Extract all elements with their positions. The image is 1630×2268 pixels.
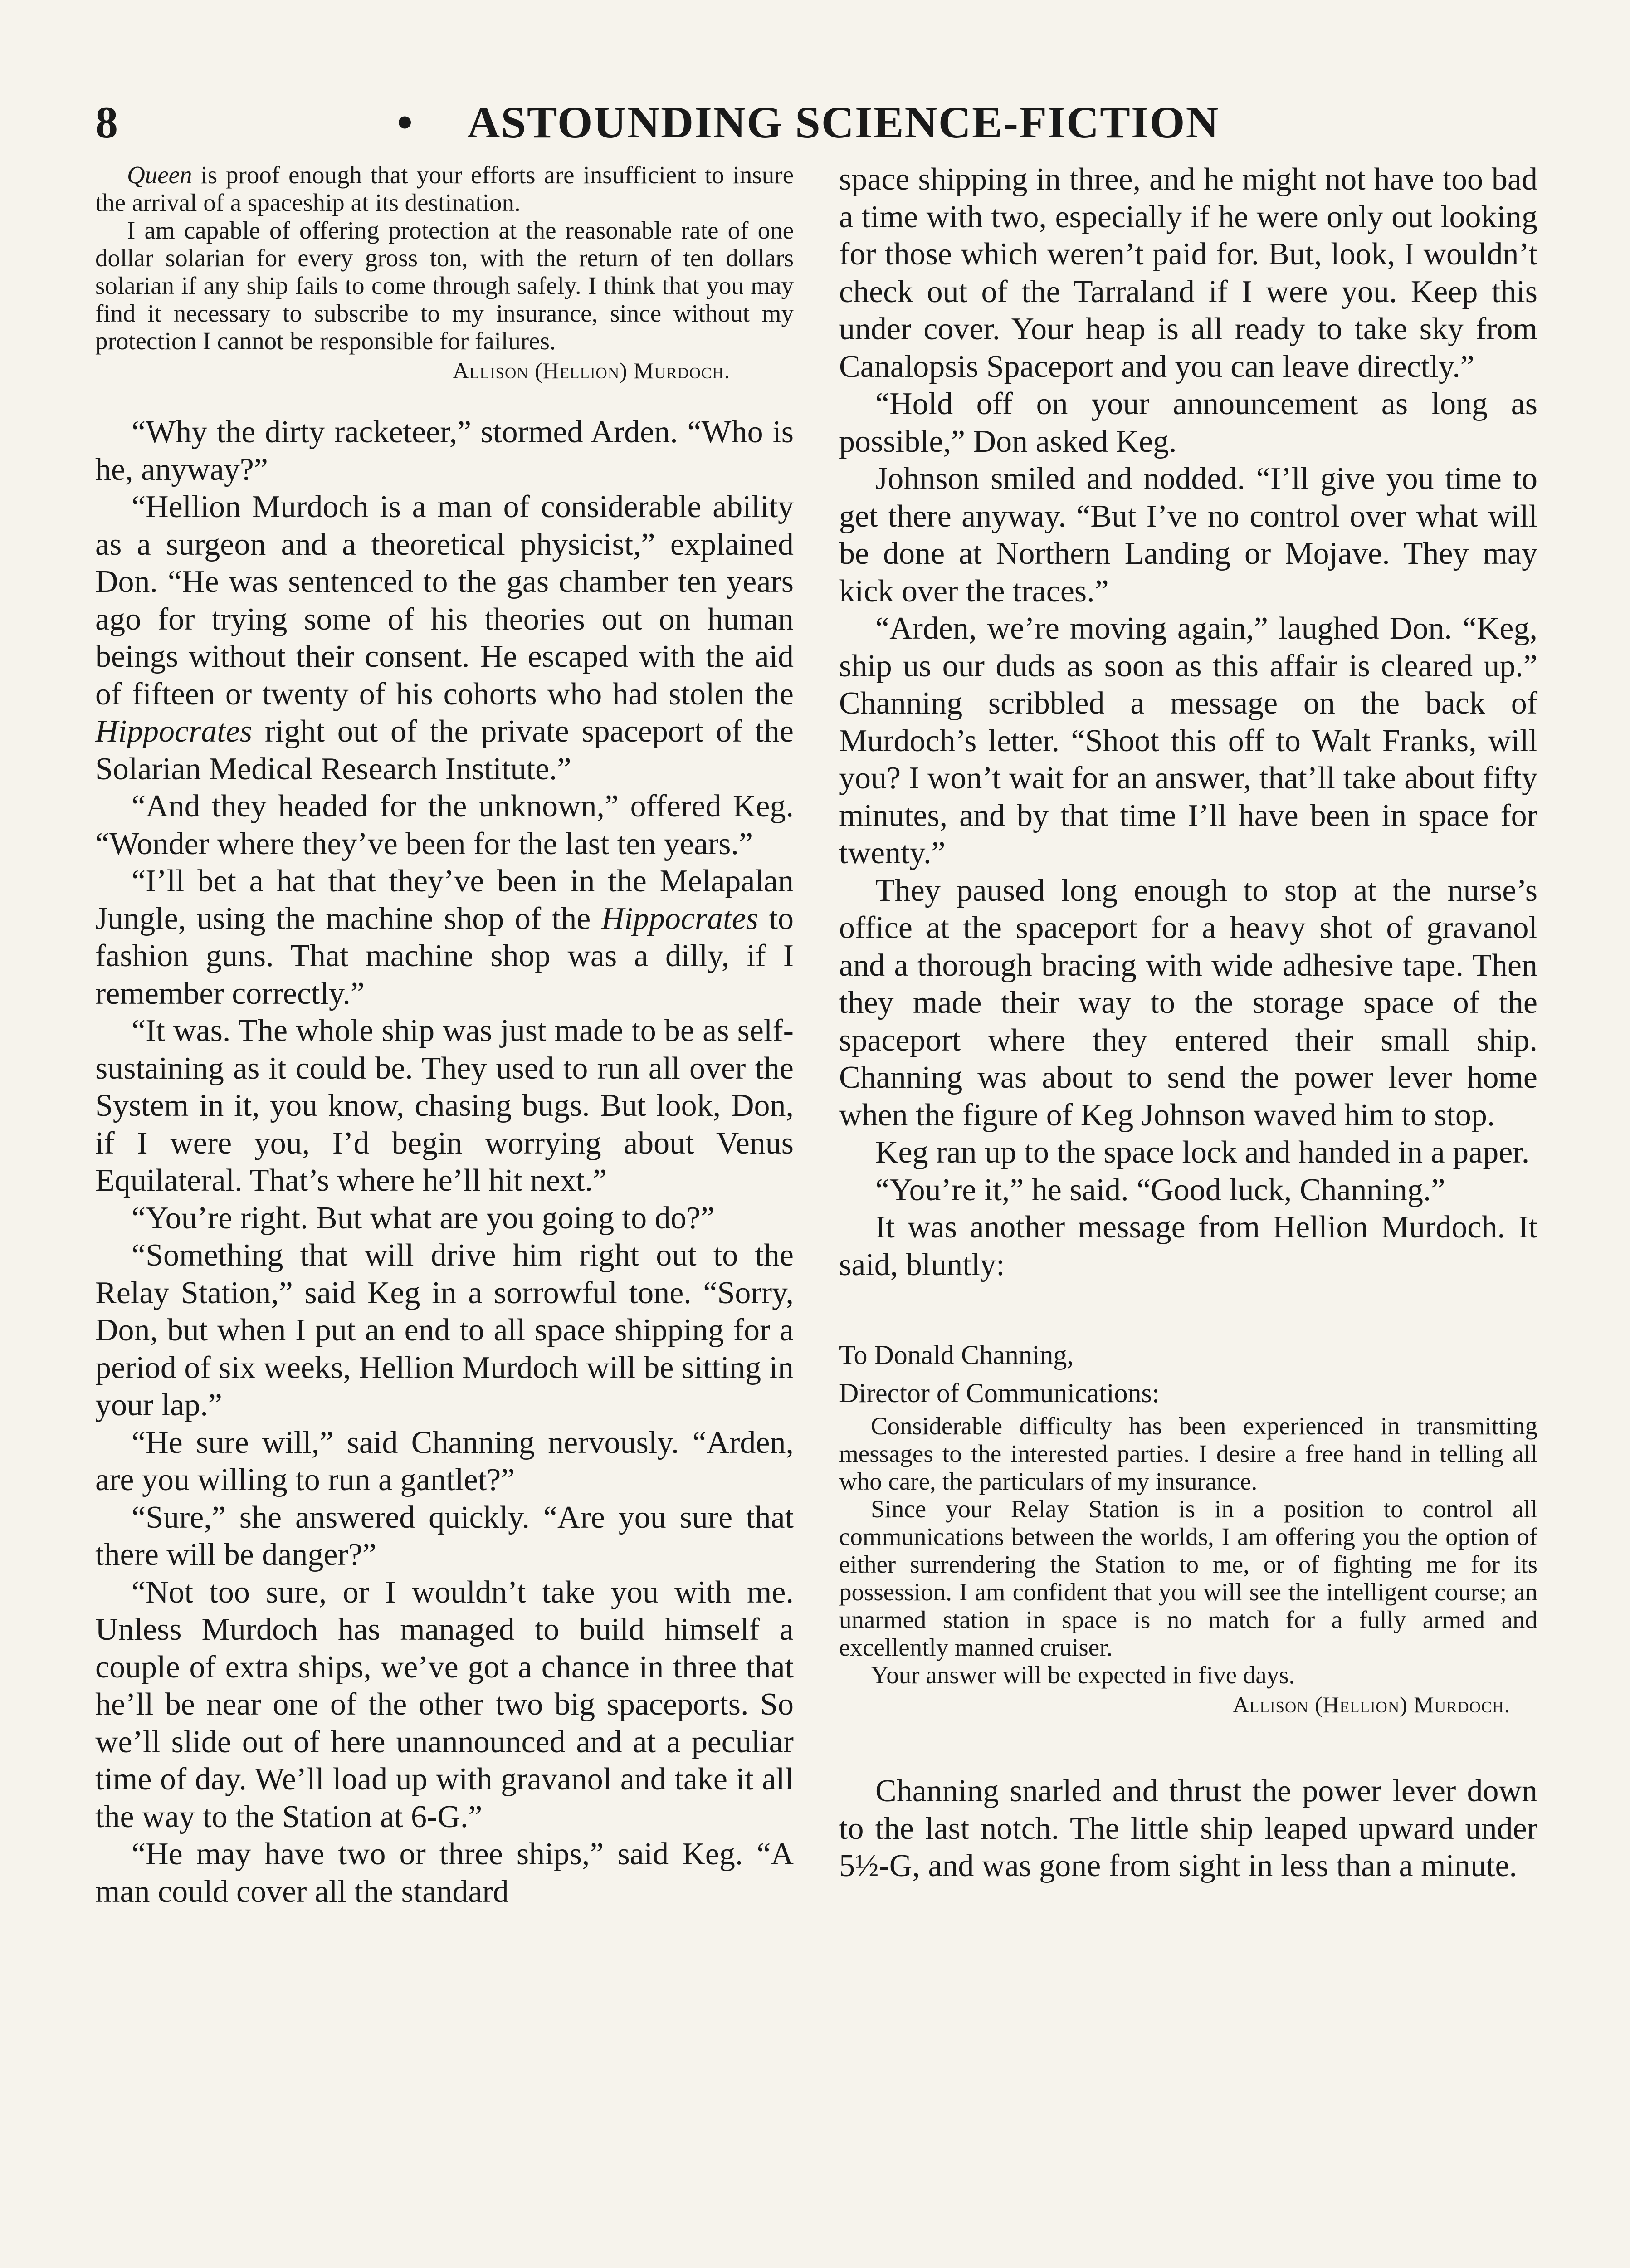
- story-text: to fashion guns. That machine shop was a dilly, if I remember correctly.”: [95, 901, 794, 1011]
- right-column: [839, 161, 1537, 1885]
- story-paragraph: “Hold off on your announcement as long as possible,” Don asked Keg.: [839, 386, 1537, 459]
- letter-paragraph: [95, 161, 794, 216]
- story-paragraph: Johnson smiled and nodded. “I’ll give you time to get there anyway. “But I’ve no control over what will be done at Northern Landing or Mojave. They may kick over the traces.”: [839, 461, 1537, 609]
- letter-addressee-title: Director of Communications:: [839, 1378, 1160, 1408]
- story-text: “Hellion Murdoch is a man of considerable ability as a surgeon and a theoretical physicist,” explained Don. “He was sentenced to the gas chamber ten years ago for trying some of his theories out on human beings without their consent. He escaped with the aid of fifteen or twenty of his cohorts who had stolen the: [95, 489, 794, 712]
- story-paragraph: [95, 863, 794, 1012]
- letter-paragraph: Considerable difficulty has been experienced in transmitting messages to the interested parties. I desire a free hand in telling all who care, the particulars of my insurance.: [839, 1412, 1537, 1495]
- story-paragraph: “Something that will drive him right out to the Relay Station,” said Keg in a sorrowful tone. “Sorry, Don, but when I put an end to all space shipping for a period of six weeks, Hellion Murdoch will be sitting in your lap.”: [95, 1238, 794, 1422]
- header-dot: •: [397, 97, 413, 147]
- story-paragraph: Keg ran up to the space lock and handed in a paper.: [875, 1135, 1530, 1170]
- italic-ship-name: Queen: [127, 161, 192, 189]
- letter-signature: Allison (Hellion) Murdoch.: [452, 358, 730, 383]
- left-column: [95, 161, 794, 1911]
- page-number: 8: [95, 97, 118, 147]
- letter-paragraph: Your answer will be expected in five days.: [871, 1661, 1295, 1689]
- letter-addressee: To Donald Channing,: [839, 1340, 1074, 1370]
- page-header: [95, 91, 1537, 154]
- story-paragraph: “You’re it,” he said. “Good luck, Channing.”: [875, 1172, 1445, 1207]
- letter-paragraph: I am capable of offering protection at the reasonable rate of one dollar solarian for every gross ton, with the return of ten dollars solarian if any ship fails to come through safely. I think that you may find it necessary to subscribe to my insurance, since without my protection I cannot be responsible for failures.: [95, 216, 794, 355]
- story-paragraph: They paused long enough to stop at the nurse’s office at the spaceport for a heavy shot of gravanol and a thorough bracing with wide adhesive tape. Then they made their way to the storage space of the spaceport where they entered their small ship. Channing was about to send the power lever home when the figure of Keg Johnson waved him to stop.: [839, 873, 1537, 1133]
- story-paragraph: “It was. The whole ship was just made to be as self-sustaining as it could be. They used to run all over the System in it, you know, chasing bugs. But look, Don, if I were you, I’d begin worrying about Venus Equilateral. That’s where he’ll hit next.”: [95, 1013, 794, 1198]
- story-paragraph: space shipping in three, and he might not have too bad a time with two, especially if he were only out looking for those which weren’t paid for. But, look, I wouldn’t check out of the Tarraland if I were you. Keep this under cover. Your heap is all ready to take sky from Canalopsis Spaceport and you can leave directly.”: [839, 162, 1537, 384]
- story-paragraph: “Arden, we’re moving again,” laughed Don. “Keg, ship us our duds as soon as this affair is cleared up.” Channing scribbled a message on the back of Murdoch’s letter. “Shoot this off to Walt Franks, will you? I won’t wait for an answer, that’ll take about fifty minutes, and by that time I’ll have been in space for twenty.”: [839, 611, 1537, 870]
- story-paragraph: “Not too sure, or I wouldn’t take you with me. Unless Murdoch has managed to build himself a couple of extra ships, we’ve got a chance in three that he’ll be near one of the other two big spaceports. So we’ll slide out of here unannounced and at a peculiar time of day. We’ll load up with gravanol and take it all the way to the Station at 6-G.”: [95, 1574, 794, 1834]
- story-paragraph: [95, 489, 794, 788]
- italic-ship-name: Hippocrates: [601, 901, 758, 936]
- story-paragraph: “You’re right. But what are you going to do?”: [132, 1200, 715, 1236]
- story-paragraph: “Why the dirty racketeer,” stormed Arden. “Who is he, anyway?”: [95, 415, 794, 487]
- story-text: right out of the private spaceport of the Solarian Medical Research Institute.”: [95, 714, 794, 787]
- story-text: “I’ll bet a hat that they’ve been in the Melapalan Jungle, using the machine shop of the: [95, 864, 794, 936]
- story-paragraph: It was another message from Hellion Murdoch. It said, bluntly:: [839, 1210, 1537, 1282]
- running-title: ASTOUNDING SCIENCE-FICTION: [467, 97, 1220, 147]
- story-paragraph: Channing snarled and thrust the power lever down to the last notch. The little ship leaped upward under 5½-G, and was gone from sight in less than a minute.: [839, 1774, 1537, 1883]
- letter-signature: Allison (Hellion) Murdoch.: [1232, 1692, 1510, 1717]
- letter-text: is proof enough that your efforts are insufficient to insure the arrival of a spaceship at its destination.: [95, 161, 794, 216]
- story-paragraph: “He may have two or three ships,” said Keg. “A man could cover all the standard: [95, 1837, 794, 1909]
- story-paragraph: “Sure,” she answered quickly. “Are you sure that there will be danger?”: [95, 1500, 794, 1572]
- italic-ship-name: Hippocrates: [95, 714, 253, 749]
- letter-paragraph: Since your Relay Station is in a position to control all communications between the worlds, I am offering you the option of either surrendering the Station to me, or of fighting me for its possession. I am confident that you will see the intelligent course; an unarmed station in space is no match for a fully armed and excellently manned cruiser.: [839, 1495, 1537, 1661]
- story-paragraph: “He sure will,” said Channing nervously. “Arden, are you willing to run a gantlet?”: [95, 1425, 794, 1497]
- story-paragraph: “And they headed for the unknown,” offered Keg. “Wonder where they’ve been for the last ten years.”: [95, 789, 794, 861]
